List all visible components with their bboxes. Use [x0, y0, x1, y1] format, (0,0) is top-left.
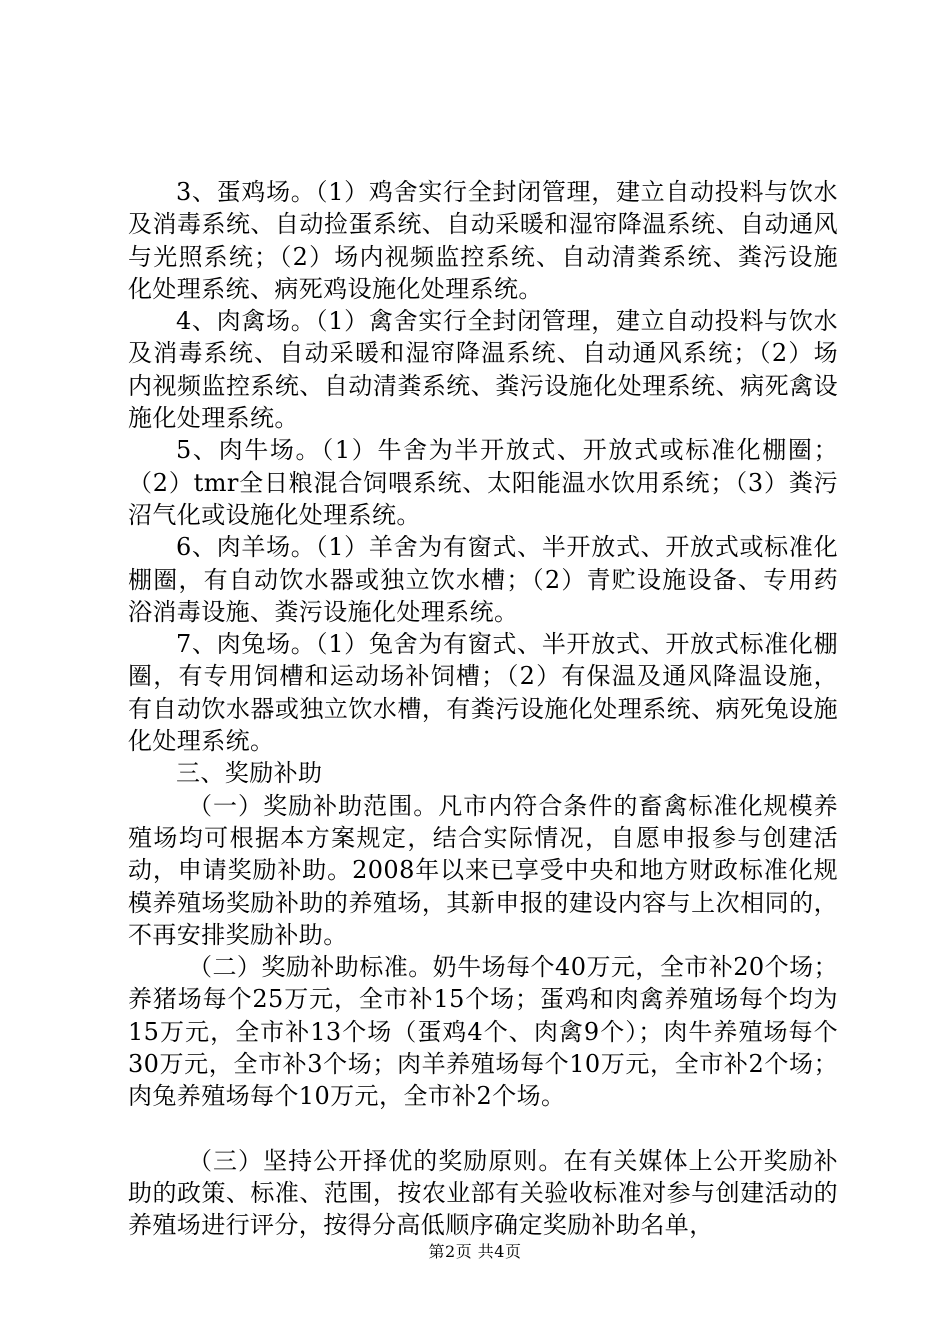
- paragraph-reward-principle: （三）坚持公开择优的奖励原则。在有关媒体上公开奖励补助的政策、标准、范围，按农业部有关验收标准对参与创建活动的养殖场进行评分，按得分高低顺序确定奖励补助名单，: [128, 1146, 838, 1240]
- paragraph-beef-cattle-farm: 5、肉牛场。（1）牛舍为半开放式、开放式或标准化棚圈；（2）tmr全日粮混合饲喂系统、太阳能温水饮用系统；（3）粪污沼气化或设施化处理系统。: [128, 436, 838, 529]
- paragraph-rabbit-farm: 7、肉兔场。（1）兔舍为有窗式、半开放式、开放式标准化棚圈，有专用饲槽和运动场补饲槽；（2）有保温及通风降温设施，有自动饮水器或独立饮水槽，有粪污设施化处理系统、病死兔设施化处理系统。: [128, 630, 838, 756]
- paragraph-broiler-farm: 4、肉禽场。（1）禽舍实行全封闭管理，建立自动投料与饮水及消毒系统、自动采暖和湿帘降温系统、自动通风系统；（2）场内视频监控系统、自动清粪系统、粪污设施化处理系统、病死禽设施化处理系统。: [128, 307, 838, 433]
- document-body: [128, 176, 838, 1242]
- section-heading-rewards: 三、奖励补助: [176, 759, 323, 788]
- page-number-footer: 第2页 共4页: [428, 1242, 522, 1261]
- paragraph-mutton-sheep-farm: 6、肉羊场。（1）羊舍为有窗式、半开放式、开放式或标准化棚圈，有自动饮水器或独立饮水槽；（2）青贮设施设备、专用药浴消毒设施、粪污设施化处理系统。: [128, 533, 838, 626]
- paragraph-reward-standard: （二）奖励补助标准。奶牛场每个40万元，全市补20个场；养猪场每个25万元，全市补15个场；蛋鸡和肉禽养殖场每个均为15万元，全市补13个场（蛋鸡4个、肉禽9个）；肉牛养殖场每个30万元，全市补3个场；肉羊养殖场每个10万元，全市补2个场；肉兔养殖场每个10万元，全市补2个场。: [128, 953, 838, 1111]
- paragraph-reward-scope: （一）奖励补助范围。凡市内符合条件的畜禽标准化规模养殖场均可根据本方案规定，结合实际情况，自愿申报参与创建活动，申请奖励补助。2008年以来已享受中央和地方财政标准化规模养殖场奖励补助的养殖场，其新申报的建设内容与上次相同的，不再安排奖励补助。: [128, 791, 838, 949]
- paragraph-layer-farm: 3、蛋鸡场。（1）鸡舍实行全封闭管理，建立自动投料与饮水及消毒系统、自动捡蛋系统、自动采暖和湿帘降温系统、自动通风与光照系统；（2）场内视频监控系统、自动清粪系统、粪污设施化处理系统、病死鸡设施化处理系统。: [128, 178, 838, 303]
